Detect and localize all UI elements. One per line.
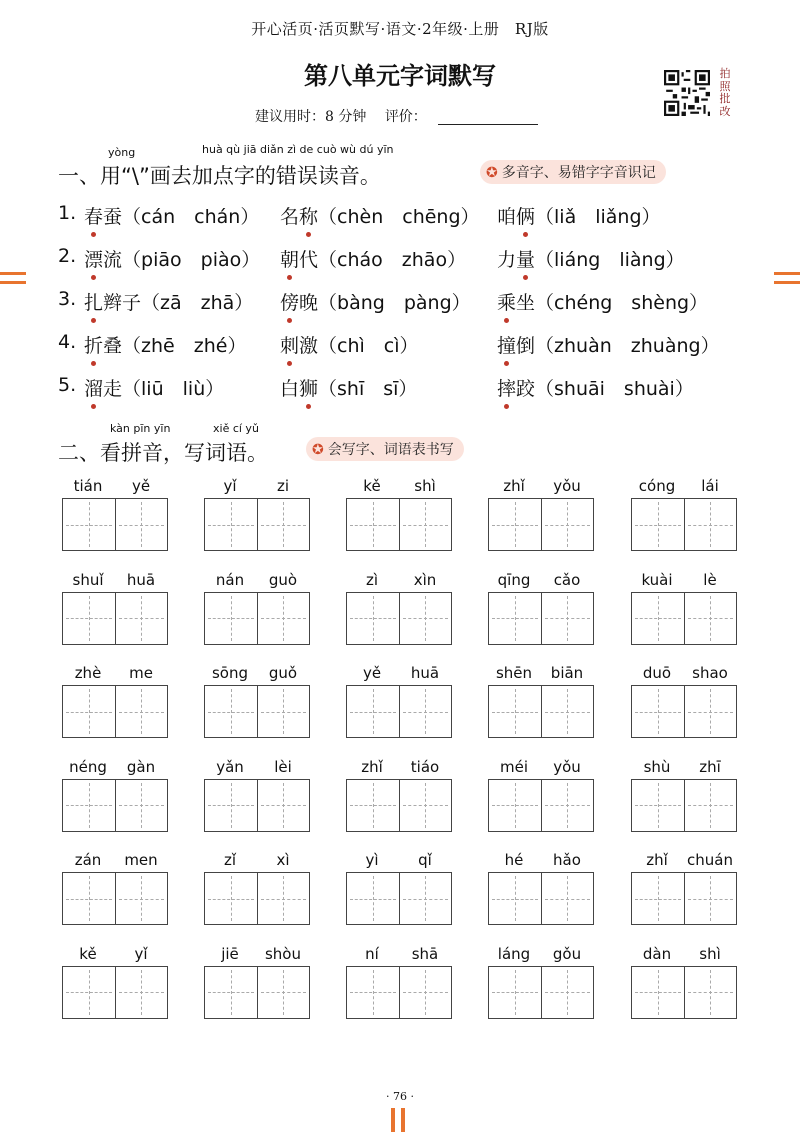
pinyin-syllable: lái — [701, 477, 719, 495]
right-margin-mark — [774, 272, 800, 290]
writing-grid[interactable] — [62, 498, 168, 551]
word-prefix: 咱 — [497, 206, 517, 228]
writing-cell[interactable] — [541, 780, 594, 831]
writing-cell[interactable] — [632, 967, 684, 1018]
pinyin-syllable: zhǐ — [646, 851, 668, 869]
word-prefix: 名 — [280, 206, 300, 228]
word-suffix: 激 — [299, 335, 319, 357]
writing-cell[interactable] — [684, 873, 737, 924]
pinyin-syllable: yǎn — [216, 757, 244, 776]
writing-cell[interactable] — [115, 873, 168, 924]
dotted-character: 摔 — [497, 374, 516, 401]
pinyin-syllable: yǒu — [553, 477, 581, 495]
writing-grid[interactable] — [346, 592, 452, 645]
pinyin-syllable: shù — [643, 757, 671, 776]
pinyin-syllable: zhǐ — [361, 757, 383, 776]
pronunciation-options[interactable]: （zhuàn zhuàng） — [535, 335, 720, 357]
pronunciation-options[interactable]: （liǎ liǎng） — [535, 206, 661, 228]
pinyin-syllable: guǒ — [268, 664, 298, 682]
pinyin-syllable: cǎo — [553, 570, 581, 589]
pinyin-syllable: shā — [411, 944, 439, 963]
writing-cell[interactable] — [541, 873, 594, 924]
pinyin-syllable: gàn — [126, 757, 156, 776]
writing-cell[interactable] — [541, 686, 594, 737]
dotted-character: 刺 — [280, 331, 299, 358]
writing-cell[interactable] — [205, 499, 257, 550]
word-suffix: 蚕 — [103, 206, 123, 228]
pronunciation-options[interactable]: （zhē zhé） — [122, 335, 247, 357]
dotted-character: 撞 — [497, 331, 516, 358]
writing-cell[interactable] — [684, 593, 737, 644]
writing-grid[interactable] — [488, 779, 594, 832]
writing-cell[interactable] — [684, 686, 737, 737]
pinyin-syllable: néng — [69, 757, 107, 776]
pinyin-syllable: shuǐ — [72, 570, 104, 589]
evaluation-blank[interactable] — [438, 124, 538, 125]
reading-question[interactable] — [84, 245, 260, 272]
writing-cell[interactable] — [347, 780, 399, 831]
writing-grid[interactable] — [204, 966, 310, 1019]
pinyin-syllable: kě — [363, 477, 381, 495]
pinyin-syllable: kuài — [641, 570, 673, 589]
writing-grid[interactable] — [631, 685, 737, 738]
writing-cell[interactable] — [115, 780, 168, 831]
pronunciation-options[interactable]: （shī sī） — [318, 378, 418, 400]
writing-cell[interactable] — [257, 593, 310, 644]
pinyin-syllable: yǐ — [134, 944, 148, 963]
writing-grid[interactable] — [631, 498, 737, 551]
writing-cell[interactable] — [632, 780, 684, 831]
writing-cell[interactable] — [63, 499, 115, 550]
pinyin-syllable: ní — [365, 944, 379, 963]
question-number: 3. — [58, 288, 77, 310]
pronunciation-options[interactable]: （liū liù） — [122, 378, 225, 400]
writing-cell[interactable] — [399, 873, 452, 924]
pinyin-syllable: yǐ — [223, 477, 237, 495]
suggested-time: 建议用时：8 分钟 — [255, 109, 367, 125]
writing-cell[interactable] — [205, 686, 257, 737]
writing-grid[interactable] — [488, 592, 594, 645]
word-suffix: 跤 — [516, 378, 536, 400]
writing-grid[interactable] — [204, 592, 310, 645]
writing-grid[interactable] — [346, 872, 452, 925]
writing-cell[interactable] — [115, 967, 168, 1018]
pinyin-syllable: zǐ — [223, 851, 237, 869]
page-number: · 76 · — [386, 1090, 414, 1103]
section1-title: 一、用“\”画去加点字的错误读音。 — [58, 164, 381, 188]
reading-question[interactable] — [84, 374, 224, 401]
writing-cell[interactable] — [399, 780, 452, 831]
dotted-character: 折 — [84, 331, 103, 358]
writing-grid[interactable] — [204, 779, 310, 832]
reading-question[interactable] — [84, 331, 246, 358]
writing-grid[interactable] — [346, 498, 452, 551]
writing-grid[interactable] — [346, 966, 452, 1019]
writing-cell[interactable] — [205, 780, 257, 831]
writing-cell[interactable] — [399, 499, 452, 550]
ruby-yong: yòng — [108, 146, 136, 159]
writing-grid[interactable] — [62, 966, 168, 1019]
reading-question[interactable] — [84, 288, 253, 315]
pronunciation-options[interactable]: （cán chán） — [122, 206, 260, 228]
photo-grading-label: 拍 照 批 改 — [719, 67, 731, 118]
writing-grid[interactable] — [631, 966, 737, 1019]
ruby-kan-pin-yin: kàn pīn yīn — [110, 422, 171, 435]
time-eval-line — [255, 106, 427, 126]
reading-question[interactable] — [280, 245, 466, 272]
pronunciation-options[interactable]: （piāo piào） — [122, 249, 261, 271]
question-number: 4. — [58, 331, 77, 353]
page-title: 第八单元字词默写 — [304, 62, 496, 90]
pinyin-syllable: shao — [692, 664, 728, 682]
pinyin-syllable: zi — [276, 477, 290, 495]
word-suffix: 晚 — [299, 292, 319, 314]
pinyin-syllable: xì — [276, 851, 290, 869]
pinyin-syllable: lè — [703, 570, 717, 589]
writing-grid[interactable] — [62, 779, 168, 832]
pinyin-syllable: kě — [79, 944, 97, 963]
section2-title: 二、看拼音，写词语。 — [58, 441, 268, 465]
pinyin-syllable: zhī — [699, 757, 721, 776]
pinyin-syllable: huā — [126, 570, 156, 589]
pinyin-syllable: shì — [699, 944, 721, 963]
writing-cell[interactable] — [205, 873, 257, 924]
writing-grid[interactable] — [204, 872, 310, 925]
pinyin-syllable: tián — [73, 477, 103, 495]
section1-tip: ✪ 多音字、易错字字音识记 — [480, 160, 666, 184]
writing-grid[interactable] — [488, 498, 594, 551]
pinyin-syllable: láng — [497, 944, 531, 963]
writing-cell[interactable] — [347, 967, 399, 1018]
writing-grid[interactable] — [204, 685, 310, 738]
writing-cell[interactable] — [541, 593, 594, 644]
pinyin-syllable: huā — [410, 664, 440, 682]
writing-cell[interactable] — [205, 593, 257, 644]
writing-cell[interactable] — [632, 499, 684, 550]
writing-cell[interactable] — [684, 780, 737, 831]
pinyin-syllable: cóng — [638, 477, 676, 495]
dotted-character: 朝 — [280, 245, 299, 272]
pinyin-syllable: lèi — [274, 757, 292, 776]
pinyin-syllable: dàn — [642, 944, 672, 963]
writing-cell[interactable] — [257, 873, 310, 924]
pinyin-syllable: zì — [365, 570, 379, 589]
writing-cell[interactable] — [399, 593, 452, 644]
writing-cell[interactable] — [489, 780, 541, 831]
pinyin-syllable: chuán — [687, 851, 733, 869]
writing-cell[interactable] — [257, 967, 310, 1018]
pronunciation-options[interactable]: （bàng pàng） — [318, 292, 471, 314]
dotted-character: 狮 — [299, 374, 318, 401]
reading-question[interactable] — [280, 288, 471, 315]
word-prefix: 白 — [280, 378, 300, 400]
pinyin-syllable: méi — [499, 757, 528, 776]
pinyin-syllable: duō — [642, 664, 672, 682]
writing-cell[interactable] — [63, 967, 115, 1018]
writing-cell[interactable] — [541, 499, 594, 550]
writing-grid[interactable] — [62, 592, 168, 645]
star-icon: ✪ — [312, 442, 324, 458]
question-number: 2. — [58, 245, 77, 267]
writing-cell[interactable] — [115, 686, 168, 737]
writing-cell[interactable] — [347, 686, 399, 737]
word-suffix: 辫子 — [103, 292, 142, 314]
pinyin-syllable: gǒu — [552, 944, 582, 963]
pinyin-syllable: zhè — [74, 664, 102, 682]
pinyin-syllable: yì — [365, 851, 379, 869]
writing-grid[interactable] — [488, 872, 594, 925]
word-suffix: 坐 — [516, 292, 536, 314]
reading-question[interactable] — [497, 331, 720, 358]
pronunciation-options[interactable]: （liáng liàng） — [535, 249, 685, 271]
writing-cell[interactable] — [684, 967, 737, 1018]
pinyin-syllable: zhǐ — [503, 477, 525, 495]
pinyin-syllable: zán — [74, 851, 102, 869]
writing-grid[interactable] — [488, 966, 594, 1019]
writing-cell[interactable] — [489, 593, 541, 644]
qr-code-icon[interactable] — [664, 70, 710, 116]
pinyin-syllable: sōng — [211, 664, 249, 682]
pinyin-syllable: yě — [362, 664, 382, 682]
writing-grid[interactable] — [62, 872, 168, 925]
pronunciation-options[interactable]: （chèn chēng） — [318, 206, 480, 228]
writing-cell[interactable] — [632, 873, 684, 924]
writing-cell[interactable] — [399, 967, 452, 1018]
dotted-character: 量 — [516, 245, 535, 272]
reading-question[interactable] — [497, 374, 694, 401]
pinyin-syllable: biān — [550, 664, 584, 682]
word-suffix: 流 — [103, 249, 123, 271]
writing-cell[interactable] — [115, 499, 168, 550]
reading-question[interactable] — [280, 331, 419, 358]
writing-cell[interactable] — [205, 967, 257, 1018]
dotted-character: 春 — [84, 202, 103, 229]
writing-cell[interactable] — [399, 686, 452, 737]
pronunciation-options[interactable]: （chéng shèng） — [535, 292, 709, 314]
writing-cell[interactable] — [63, 873, 115, 924]
question-number: 5. — [58, 374, 77, 396]
pinyin-syllable: shòu — [264, 944, 301, 963]
writing-grid[interactable] — [488, 685, 594, 738]
writing-cell[interactable] — [63, 593, 115, 644]
writing-grid[interactable] — [346, 685, 452, 738]
dotted-character: 俩 — [516, 202, 535, 229]
pinyin-syllable: nán — [215, 570, 245, 589]
word-suffix: 叠 — [103, 335, 123, 357]
word-prefix: 力 — [497, 249, 517, 271]
section2-tip: ✪ 会写字、词语表书写 — [306, 437, 464, 461]
pronunciation-options[interactable]: （chì cì） — [318, 335, 419, 357]
writing-grid[interactable] — [346, 779, 452, 832]
writing-cell[interactable] — [63, 686, 115, 737]
pinyin-syllable: hǎo — [553, 851, 581, 869]
writing-grid[interactable] — [631, 872, 737, 925]
writing-grid[interactable] — [631, 592, 737, 645]
word-suffix: 倒 — [516, 335, 536, 357]
reading-question[interactable] — [497, 202, 661, 229]
pinyin-syllable: yě — [131, 477, 151, 495]
dotted-character: 扎 — [84, 288, 103, 315]
pronunciation-options[interactable]: （cháo zhāo） — [318, 249, 467, 271]
pinyin-syllable: tiáo — [410, 757, 440, 776]
pinyin-syllable: hé — [504, 851, 524, 869]
writing-cell[interactable] — [257, 686, 310, 737]
writing-grid[interactable] — [62, 685, 168, 738]
reading-question[interactable] — [497, 288, 708, 315]
pinyin-syllable: men — [124, 851, 158, 869]
writing-cell[interactable] — [632, 593, 684, 644]
pinyin-syllable: qǐ — [418, 851, 432, 869]
dotted-character: 漂 — [84, 245, 103, 272]
dotted-character: 称 — [299, 202, 318, 229]
pinyin-syllable: shì — [414, 477, 436, 495]
left-margin-mark — [0, 272, 26, 290]
writing-cell[interactable] — [347, 593, 399, 644]
star-icon: ✪ — [486, 165, 498, 181]
pronunciation-options[interactable]: （zā zhā） — [141, 292, 254, 314]
writing-cell[interactable] — [541, 967, 594, 1018]
ruby-section1: huà qù jiā diǎn zì de cuò wù dú yīn — [202, 143, 394, 156]
writing-cell[interactable] — [257, 499, 310, 550]
reading-question[interactable] — [84, 202, 259, 229]
evaluation-label: 评价： — [384, 109, 427, 125]
reading-question[interactable] — [497, 245, 685, 272]
writing-cell[interactable] — [347, 873, 399, 924]
writing-cell[interactable] — [347, 499, 399, 550]
writing-cell[interactable] — [489, 873, 541, 924]
reading-question[interactable] — [280, 374, 417, 401]
writing-cell[interactable] — [632, 686, 684, 737]
dotted-character: 傍 — [280, 288, 299, 315]
writing-cell[interactable] — [257, 780, 310, 831]
writing-cell[interactable] — [489, 967, 541, 1018]
bottom-binding-mark — [391, 1108, 411, 1132]
writing-cell[interactable] — [115, 593, 168, 644]
writing-grid[interactable] — [204, 498, 310, 551]
writing-cell[interactable] — [489, 686, 541, 737]
pinyin-syllable: jiē — [221, 944, 239, 963]
pinyin-syllable: yǒu — [553, 757, 581, 776]
question-number: 1. — [58, 202, 77, 224]
series-header: 开心活页·活页默写·语文·2年级·上册 RJ版 — [251, 20, 549, 38]
word-suffix: 代 — [299, 249, 319, 271]
writing-cell[interactable] — [684, 499, 737, 550]
pronunciation-options[interactable]: （shuāi shuài） — [535, 378, 694, 400]
pinyin-syllable: guò — [268, 570, 298, 589]
writing-cell[interactable] — [63, 780, 115, 831]
pinyin-syllable: shēn — [495, 664, 533, 682]
pinyin-syllable: qīng — [497, 570, 531, 589]
writing-grid[interactable] — [631, 779, 737, 832]
word-suffix: 走 — [103, 378, 123, 400]
pinyin-syllable: xìn — [413, 570, 437, 589]
pinyin-syllable: me — [129, 664, 153, 682]
dotted-character: 溜 — [84, 374, 103, 401]
reading-question[interactable] — [280, 202, 480, 229]
ruby-xie-ci-yu: xiě cí yǔ — [213, 422, 259, 435]
dotted-character: 乘 — [497, 288, 516, 315]
writing-cell[interactable] — [489, 499, 541, 550]
